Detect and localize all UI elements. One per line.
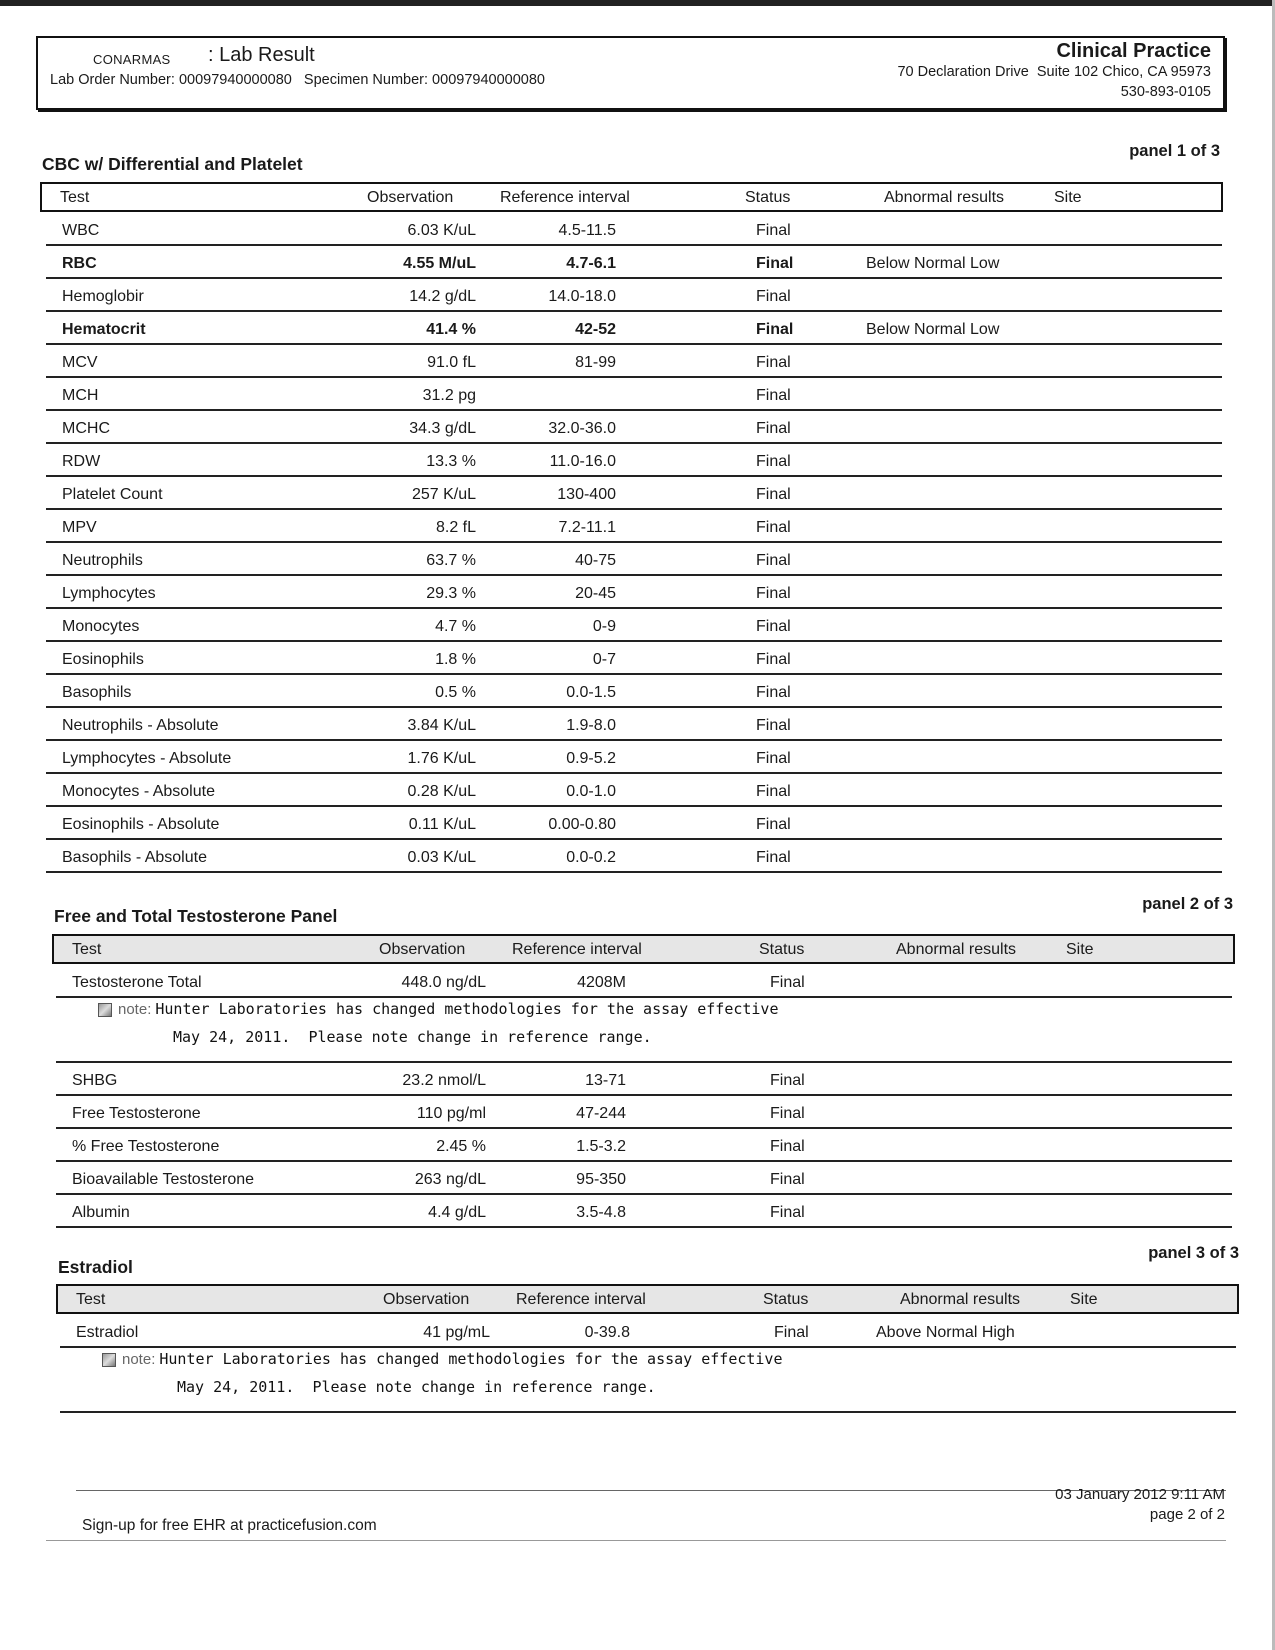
table-row [46, 708, 1222, 741]
cell-reference: 0.9-5.2 [566, 750, 616, 767]
cell-test: MCV [62, 354, 98, 371]
table-row [46, 576, 1222, 609]
clinic-phone: 530-893-0105 [1120, 84, 1211, 100]
clinic-address: 70 Declaration Drive Suite 102 Chico, CA 95973 [897, 64, 1211, 80]
cell-reference: 14.0-18.0 [548, 288, 616, 305]
cell-test: % Free Testosterone [72, 1138, 220, 1155]
cell-test: Monocytes [62, 618, 140, 635]
table-header [52, 934, 1235, 964]
cell-reference: 40-75 [575, 552, 616, 569]
cell-observation: 448.0 ng/dL [401, 974, 486, 991]
cell-status: Final [770, 1204, 805, 1221]
cell-reference: 130-400 [557, 486, 616, 503]
cell-reference: 4.5-11.5 [558, 222, 616, 239]
cell-observation: 2.45 % [436, 1138, 486, 1155]
table-row [46, 345, 1222, 378]
cell-test: Basophils - Absolute [62, 849, 207, 866]
cell-observation: 3.84 K/uL [407, 717, 476, 734]
panel-count: panel 3 of 3 [1148, 1244, 1239, 1262]
col-abnormal: Abnormal results [896, 941, 1017, 958]
cell-test: MCH [62, 387, 99, 404]
cell-observation: 34.3 g/dL [409, 420, 476, 437]
cell-test: Platelet Count [62, 486, 163, 503]
cell-test: Free Testosterone [72, 1105, 201, 1122]
cell-test: Neutrophils - Absolute [62, 717, 219, 734]
col-site: Site [1054, 189, 1082, 206]
table-row [46, 642, 1222, 675]
cell-status: Final [756, 750, 791, 767]
cell-test: Lymphocytes [62, 585, 156, 602]
cell-status: Final [756, 453, 791, 470]
lab-note [98, 1000, 779, 1046]
cell-test: RDW [62, 453, 101, 470]
cell-reference: 42-52 [575, 321, 616, 338]
cell-reference: 20-45 [575, 585, 616, 602]
cell-observation: 4.7 % [435, 618, 476, 635]
cell-status: Final [756, 255, 794, 272]
panel-count: panel 1 of 3 [1129, 142, 1220, 160]
cell-reference: 0.0-1.5 [566, 684, 616, 701]
cell-status: Final [756, 354, 791, 371]
cell-status: Final [756, 618, 791, 635]
cell-test: Testosterone Total [72, 974, 202, 991]
cell-abnormal: Below Normal Low [866, 321, 1000, 338]
table-row [46, 510, 1222, 543]
cell-observation: 14.2 g/dL [409, 288, 476, 305]
col-site: Site [1070, 1291, 1098, 1308]
cell-test: Lymphocytes - Absolute [62, 750, 232, 767]
cell-observation: 41 pg/mL [423, 1324, 490, 1341]
cell-status: Final [770, 1105, 805, 1122]
col-test: Test [76, 1291, 106, 1308]
cell-reference: 47-244 [576, 1105, 626, 1122]
table-row [46, 312, 1222, 345]
table-row [60, 1315, 1236, 1348]
cell-status: Final [774, 1324, 809, 1341]
cell-status: Final [756, 684, 791, 701]
cell-observation: 23.2 nmol/L [402, 1072, 486, 1089]
cell-test: Eosinophils [62, 651, 144, 668]
cell-status: Final [756, 222, 791, 239]
note-label: note: [118, 1001, 152, 1018]
row-divider [60, 1411, 1236, 1413]
cell-status: Final [756, 816, 791, 833]
table-row [46, 411, 1222, 444]
cell-observation: 0.03 K/uL [407, 849, 476, 866]
table-header [40, 182, 1223, 212]
col-abnormal: Abnormal results [900, 1291, 1021, 1308]
cell-observation: 263 ng/dL [414, 1171, 486, 1188]
report-title: : Lab Result [208, 44, 315, 66]
cell-test: Albumin [72, 1204, 130, 1221]
cell-observation: 31.2 pg [422, 387, 476, 404]
panel-count: panel 2 of 3 [1142, 895, 1233, 913]
cell-reference: 0-39.8 [584, 1324, 630, 1341]
cell-abnormal: Below Normal Low [866, 255, 1000, 272]
col-reference: Reference interval [500, 189, 630, 206]
cell-test: WBC [62, 222, 100, 239]
table-row [46, 675, 1222, 708]
table-row [46, 444, 1222, 477]
lab-note [102, 1350, 783, 1396]
cell-observation: 1.76 K/uL [407, 750, 476, 767]
panel-title: CBC w/ Differential and Platelet [42, 154, 303, 174]
report-header [36, 36, 1225, 110]
col-test: Test [60, 189, 90, 206]
cell-status: Final [756, 519, 791, 536]
cell-test: Basophils [62, 684, 132, 701]
table-row [46, 246, 1222, 279]
footer-divider [46, 1540, 1226, 1541]
cell-observation: 29.3 % [426, 585, 476, 602]
note-line-2: May 24, 2011. Please note change in reference range. [173, 1028, 652, 1046]
cell-test: Eosinophils - Absolute [62, 816, 220, 833]
cell-observation: 1.8 % [435, 651, 476, 668]
cell-test: Monocytes - Absolute [62, 783, 215, 800]
cell-status: Final [770, 1138, 805, 1155]
col-reference: Reference interval [512, 941, 642, 958]
table-row [46, 279, 1222, 312]
order-specimen-numbers: Lab Order Number: 00097940000080 Specimen Number: 00097940000080 [50, 72, 545, 88]
cell-observation: 4.55 M/uL [403, 255, 476, 272]
table-row [46, 477, 1222, 510]
table-header [56, 1284, 1239, 1314]
cell-status: Final [756, 849, 791, 866]
cell-test: Estradiol [76, 1324, 139, 1341]
cell-reference: 13-71 [585, 1072, 626, 1089]
cell-status: Final [756, 585, 791, 602]
cell-test: RBC [62, 255, 97, 272]
cell-test: MCHC [62, 420, 110, 437]
table-row [46, 213, 1222, 246]
cell-reference: 0.00-0.80 [548, 816, 616, 833]
cell-test: SHBG [72, 1072, 118, 1089]
cell-reference: 4.7-6.1 [566, 255, 616, 272]
cell-reference: 3.5-4.8 [576, 1204, 626, 1221]
table-row [56, 1063, 1232, 1096]
cell-test: MPV [62, 519, 97, 536]
cell-reference: 0-9 [592, 618, 616, 635]
cell-observation: 257 K/uL [411, 486, 476, 503]
cell-status: Final [770, 1171, 805, 1188]
cell-reference: 0.0-0.2 [566, 849, 616, 866]
col-observation: Observation [367, 189, 454, 206]
cell-status: Final [756, 288, 791, 305]
note-line-2: May 24, 2011. Please note change in reference range. [177, 1378, 656, 1396]
cell-abnormal: Above Normal High [876, 1324, 1015, 1341]
cell-status: Final [756, 486, 791, 503]
cell-status: Final [756, 783, 791, 800]
table-row [46, 378, 1222, 411]
cell-reference: 7.2-11.1 [558, 519, 616, 536]
cell-reference: 32.0-36.0 [548, 420, 616, 437]
cell-observation: 0.5 % [435, 684, 476, 701]
cell-observation: 0.28 K/uL [407, 783, 476, 800]
note-label: note: [122, 1351, 156, 1368]
cell-reference: 1.5-3.2 [576, 1138, 626, 1155]
cell-reference: 11.0-16.0 [549, 453, 616, 470]
patient-name: CONARMAS [93, 52, 171, 67]
print-datetime: 03 January 2012 9:11 AM [1055, 1486, 1225, 1503]
cell-test: Neutrophils [62, 552, 143, 569]
col-status: Status [759, 941, 805, 958]
page-number: page 2 of 2 [1149, 1506, 1225, 1523]
cell-status: Final [756, 387, 791, 404]
panel-title: Estradiol [58, 1257, 133, 1277]
cell-status: Final [770, 1072, 805, 1089]
col-status: Status [763, 1291, 809, 1308]
table-row [46, 807, 1222, 840]
note-icon [98, 1003, 112, 1017]
col-test: Test [72, 941, 102, 958]
cell-status: Final [756, 552, 791, 569]
table-row [46, 774, 1222, 807]
table-row [46, 840, 1222, 873]
col-observation: Observation [383, 1291, 470, 1308]
cell-status: Final [756, 420, 791, 437]
table-row [46, 741, 1222, 774]
table-row [56, 1129, 1232, 1162]
cell-observation: 13.3 % [426, 453, 476, 470]
cell-observation: 41.4 % [426, 321, 476, 338]
cell-reference: 4208M [577, 974, 626, 991]
col-status: Status [745, 189, 791, 206]
cell-status: Final [770, 974, 805, 991]
col-abnormal: Abnormal results [884, 189, 1005, 206]
cell-observation: 110 pg/ml [416, 1105, 486, 1122]
cell-reference: 0.0-1.0 [566, 783, 616, 800]
table-row [46, 609, 1222, 642]
signup-link[interactable]: Sign-up for free EHR at practicefusion.com [82, 1517, 377, 1534]
col-site: Site [1066, 941, 1094, 958]
cell-observation: 0.11 K/uL [408, 816, 476, 833]
table-row [46, 543, 1222, 576]
col-reference: Reference interval [516, 1291, 646, 1308]
cell-observation: 6.03 K/uL [407, 222, 476, 239]
table-row [56, 1162, 1232, 1195]
cell-status: Final [756, 321, 794, 338]
cell-status: Final [756, 717, 791, 734]
cell-observation: 91.0 fL [427, 354, 476, 371]
note-icon [102, 1353, 116, 1367]
panel-title: Free and Total Testosterone Panel [54, 906, 338, 926]
note-line-1: Hunter Laboratories has changed methodologies for the assay effective [155, 1000, 779, 1018]
note-line-1: Hunter Laboratories has changed methodologies for the assay effective [159, 1350, 783, 1368]
cell-observation: 4.4 g/dL [428, 1204, 486, 1221]
clinic-name: Clinical Practice [1056, 40, 1211, 62]
cell-status: Final [756, 651, 791, 668]
scan-edge [0, 0, 1275, 6]
cell-observation: 63.7 % [426, 552, 476, 569]
cell-reference: 0-7 [592, 651, 616, 668]
cell-reference: 95-350 [576, 1171, 626, 1188]
table-row [56, 1096, 1232, 1129]
table-row [56, 1195, 1232, 1228]
cell-observation: 8.2 fL [435, 519, 476, 536]
cell-test: Hemoglobir [62, 288, 144, 305]
cell-reference: 1.9-8.0 [566, 717, 616, 734]
col-observation: Observation [379, 941, 466, 958]
footer-divider [76, 1490, 1226, 1491]
cell-reference: 81-99 [575, 354, 616, 371]
cell-test: Bioavailable Testosterone [72, 1171, 255, 1188]
table-row [56, 965, 1232, 998]
cell-test: Hematocrit [62, 321, 146, 338]
